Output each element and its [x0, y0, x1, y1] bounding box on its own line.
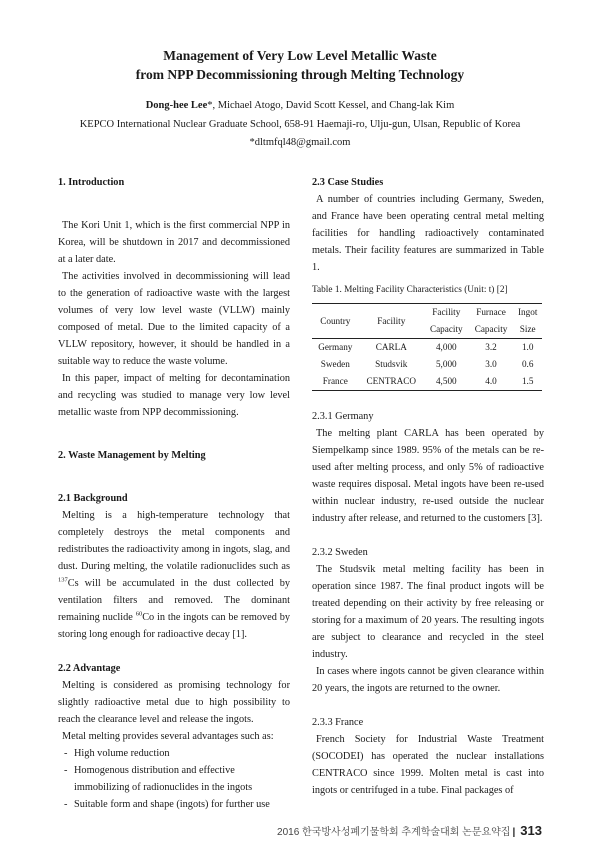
conference-name: 2016 한국방사성폐기물학회 추계학술대회 논문요약집 [277, 827, 511, 838]
table-caption: Table 1. Melting Facility Characteristics (Unit: t) [2] [312, 285, 508, 295]
header-furnace-capacity-1: Furnace [469, 304, 514, 322]
paper-title-line-1: Management of Very Low Level Metallic Waste [163, 48, 437, 63]
section-heading-introduction: 1. Introduction [58, 177, 125, 188]
table-cell: 1.0 [521, 342, 534, 352]
header-facility-capacity-1: Facility [424, 304, 469, 322]
list-item: - High volume reduction [58, 745, 290, 762]
list-item: - Suitable form and shape (ingots) for further use [58, 796, 290, 813]
sweden-paragraph-2: In cases where ingots cannot be given clearance within 20 years, the ingots are returned to the owner. [312, 666, 544, 694]
right-column [312, 174, 544, 799]
isotope-mass-cs: 137 [58, 576, 68, 584]
table-cell: Germany [318, 342, 353, 352]
table-cell: 3.2 [485, 342, 497, 352]
header-facility: Facility [359, 304, 424, 339]
table-cell: 1.5 [513, 373, 542, 391]
page-footer [277, 823, 542, 838]
table-row [312, 356, 542, 373]
table-cell: CENTRACO [359, 373, 424, 391]
advantage-list [58, 745, 290, 813]
lead-author: Dong-hee Lee [145, 100, 208, 111]
advantage-paragraph-1: Melting is considered as promising technology for slightly radioactive metal due to high possibility to reach the clearance level and release the ingots. [58, 680, 290, 725]
header-furnace-capacity-2: Capacity [469, 321, 514, 339]
sweden-paragraph-1: The Studsvik metal melting facility has been in operation since 1987. The final product ingots will be treated depending on their activity by free releasing or storing for a maximum of 20 years. The resulting ingots are subject to clearance and recycled in the steel industry. [312, 564, 544, 660]
subsection-heading-background: 2.1 Background [58, 493, 128, 504]
france-paragraph: French Society for Industrial Waste Treatment (SOCODEI) has operated the nuclear installations CENTRACO since 1999. Molten metal is cast into ingots or centrifuged in a tube. Final packages of [312, 734, 544, 796]
intro-paragraph-2: The activities involved in decommissioning will lead to the generation of radioactive waste with the largest volumes of very low level waste (VLLW) mainly composed of metal. Due to the limited capacity of a VLLW repository, however, it should be handled in a suitable way to reduce the waste volume. [58, 271, 290, 367]
intro-paragraph-3: In this paper, impact of melting for decontamination and recycling was studied to manage very low level metallic waste from NPP decommissioning. [58, 373, 290, 418]
table-cell: Sweden [320, 359, 350, 369]
table-cell: 0.6 [521, 359, 534, 369]
melting-facility-table [312, 303, 542, 391]
background-paragraph: Melting is a high-temperature technology that completely destroys the metal components and redistributes the radioactivity among in ingots, slag, and dust. During melting, the volatile radionuclides such as $^{137}$Cs will be accumulated in the dust collected by ventilation filters and removed. The dominant remaining nuclide $^{60}$Co in the ingots can be removed by storing long enough for radioactive decay [1]. [58, 510, 290, 640]
author-list [0, 100, 600, 111]
affiliation: KEPCO International Nuclear Graduate School, 658-91 Haemaji-ro, Ulju-gun, Ulsan, Republic of Korea [79, 119, 521, 130]
germany-paragraph: The melting plant CARLA has been operated by Siempelkamp since 1989. 95% of the metals can be re-used after melting process, and only 5% of radioactive waste requires disposal. Metal ingots have been re-used within nuclear industry, re-used outside the nuclear industry after release, and returned to the customers [3]. [312, 428, 544, 524]
intro-paragraph-1: The Kori Unit 1, which is the first commercial NPP in Korea, will be shutdown in 2017 and decommissioned at a later date. [58, 220, 290, 265]
section-heading-waste-management: 2. Waste Management by Melting [58, 450, 206, 461]
table-cell: CARLA [375, 342, 407, 352]
co-authors: , Michael Atogo, David Scott Kessel, and Chang-lak Kim [212, 100, 455, 111]
header-ingot-size-2: Size [513, 321, 542, 339]
advantage-paragraph-2: Metal melting provides several advantages such as: [62, 731, 274, 742]
lead-author-mark: * [207, 100, 213, 111]
table-cell: 4,000 [435, 342, 457, 352]
table-cell: 3.0 [485, 359, 497, 369]
table-cell: Studsvik [375, 359, 408, 369]
table-cell: France [312, 373, 359, 391]
table-row [312, 373, 542, 391]
header-country: Country [312, 304, 359, 339]
table-row [312, 339, 542, 357]
isotope-mass-co: 60 [135, 610, 143, 618]
table-cell: 4,500 [424, 373, 469, 391]
subsection-heading-advantage: 2.2 Advantage [58, 663, 121, 674]
case-studies-paragraph: A number of countries including Germany, Sweden, and France have been operating central metal melting facilities for handling radioactively contaminated metals. Their facility features are summarized in Table 1. [312, 194, 544, 273]
table-cell: 4.0 [469, 373, 514, 391]
header-facility-capacity-2: Capacity [424, 321, 469, 339]
table-cell: 5,000 [435, 359, 457, 369]
list-item: - Homogenous distribution and effective immobilizing of radionuclides in the ingots [58, 762, 290, 796]
contact-email: *dltmfql48@gmail.com [249, 137, 351, 148]
subsection-heading-case-studies: 2.3 Case Studies [312, 177, 384, 188]
subsubsection-heading-sweden: 2.3.2 Sweden [312, 547, 368, 558]
footer-separator: | [512, 827, 516, 838]
paper-title-line-2: from NPP Decommissioning through Melting Technology [135, 67, 465, 82]
subsubsection-heading-france: 2.3.3 France [312, 717, 364, 728]
left-column [58, 174, 290, 813]
page-number: 313 [520, 823, 542, 838]
header-ingot-size-1: Ingot [513, 304, 542, 322]
subsubsection-heading-germany: 2.3.1 Germany [312, 411, 374, 422]
